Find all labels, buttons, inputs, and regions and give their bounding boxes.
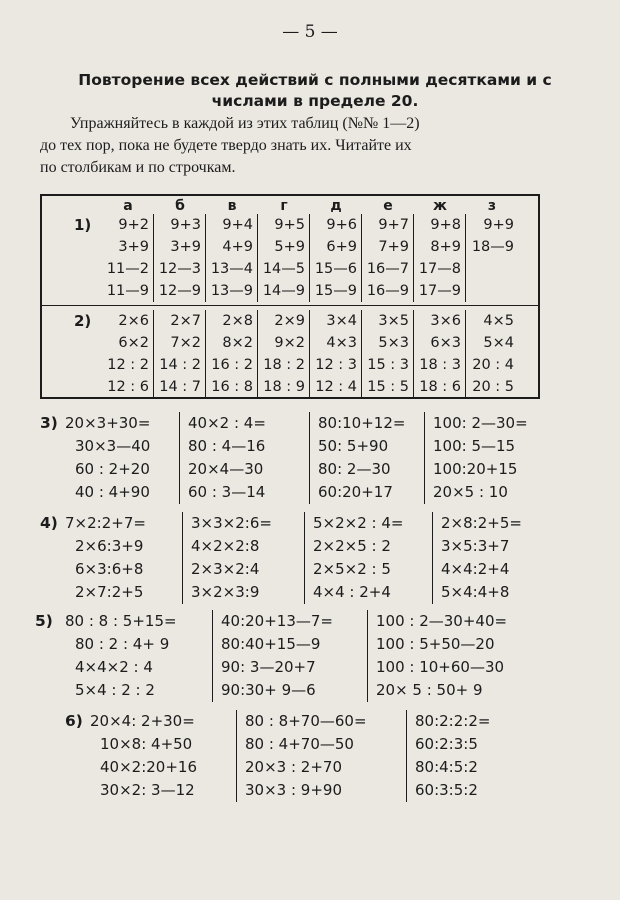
table-cell: 8×2 xyxy=(206,332,258,354)
exercise-line: 2×2×5 : 2 xyxy=(313,537,391,555)
exercise-line: 20×3 : 2+70 xyxy=(245,758,342,776)
column-header-1: а xyxy=(123,198,133,214)
page-number: — 5 — xyxy=(282,22,338,42)
ex1-label: 1) xyxy=(74,216,92,234)
table-cell: 12 : 6 xyxy=(102,376,154,398)
exercise-line: 2×8:2+5= xyxy=(441,514,522,532)
exercise-line: 100: 2—30= xyxy=(433,414,528,432)
table-cell: 4+9 xyxy=(206,236,258,258)
table-cell: 7+9 xyxy=(362,236,414,258)
column-header-6: е xyxy=(383,198,393,214)
ex4-column-1 xyxy=(65,512,183,604)
exercise-line: 60:2:3:5 xyxy=(415,735,478,753)
exercise-line: 5×4 : 2 : 2 xyxy=(75,681,155,699)
column-header-7: ж xyxy=(433,198,447,214)
ex4-label: 4) xyxy=(40,514,58,532)
table-cell: 16—9 xyxy=(362,280,414,302)
exercise-line: 40:20+13—7= xyxy=(221,612,333,630)
table-cell: 14 : 7 xyxy=(154,376,206,398)
table-cell: 13—4 xyxy=(206,258,258,280)
exercise-line: 80:2:2:2= xyxy=(415,712,491,730)
exercise-line: 20×5 : 10 xyxy=(433,483,508,501)
table-cell: 15 : 3 xyxy=(362,354,414,376)
exercise-line: 40×2 : 4= xyxy=(188,414,266,432)
table-cell: 18—9 xyxy=(471,239,514,255)
ex5-column-2 xyxy=(213,610,368,702)
table-cell: 20 : 5 xyxy=(472,379,514,395)
table-cell: 9+4 xyxy=(206,214,258,236)
exercise-line: 20×3+30= xyxy=(65,414,151,432)
table-cell: 14—9 xyxy=(258,280,310,302)
exercise-line: 60 : 2+20 xyxy=(75,460,150,478)
table-cell: 12—9 xyxy=(154,280,206,302)
exercise-line: 2×7:2+5 xyxy=(75,583,144,601)
table-cell: 2×7 xyxy=(154,310,206,332)
exercise-line: 30×3—40 xyxy=(75,437,151,455)
table-divider xyxy=(42,305,538,306)
table-cell: 15 : 5 xyxy=(362,376,414,398)
column-header-3: в xyxy=(227,198,237,214)
table-cell: 3+9 xyxy=(154,236,206,258)
ex2-label: 2) xyxy=(74,312,92,330)
exercise-line: 50: 5+90 xyxy=(318,437,389,455)
table-cell: 12 : 4 xyxy=(310,376,362,398)
instructions-line-1: Упражняйтесь в каждой из этих таблиц (№№ 1—2) xyxy=(70,115,420,132)
exercise-line: 80 : 4+70—50 xyxy=(245,735,354,753)
ex3-column-4 xyxy=(425,412,565,504)
column-header-2: б xyxy=(175,198,185,214)
table-cell: 9+2 xyxy=(102,214,154,236)
exercise-line: 80:10+12= xyxy=(318,414,406,432)
table-cell xyxy=(466,258,518,280)
exercise-line: 100: 5—15 xyxy=(433,437,516,455)
exercise-line: 5×4:4+8 xyxy=(441,583,510,601)
table-cell: 6+9 xyxy=(310,236,362,258)
heading-line-2: числами в пределе 20. xyxy=(211,92,419,110)
table-cell: 3+9 xyxy=(102,236,154,258)
exercise-line: 80: 2—30 xyxy=(318,460,391,478)
table-cell: 16—7 xyxy=(362,258,414,280)
exercise-line: 10×8: 4+50 xyxy=(100,735,193,753)
table-cell: 3×5 xyxy=(362,310,414,332)
exercise-line: 90:30+ 9—6 xyxy=(221,681,316,699)
table-cell: 16 : 2 xyxy=(206,354,258,376)
exercise-line: 60 : 3—14 xyxy=(188,483,266,501)
exercise-line: 40×2:20+16 xyxy=(100,758,197,776)
ex5-column-3 xyxy=(368,610,548,702)
page-heading xyxy=(40,70,590,112)
table-cell: 7×2 xyxy=(154,332,206,354)
exercise-line: 20×4: 2+30= xyxy=(90,712,195,730)
table-cell: 8+9 xyxy=(414,236,466,258)
exercise-line: 7×2:2+7= xyxy=(65,514,146,532)
table-cell: 2×9 xyxy=(258,310,310,332)
exercise-line: 100 : 10+60—30 xyxy=(376,658,505,676)
multiplication-table xyxy=(40,194,540,399)
exercise-line: 80 : 2 : 4+ 9 xyxy=(75,635,170,653)
ex5-column-1 xyxy=(65,610,213,702)
exercise-line: 2×6:3+9 xyxy=(75,537,144,555)
exercise-line: 80 : 4—16 xyxy=(188,437,266,455)
table-cell: 15—9 xyxy=(310,280,362,302)
table-cell xyxy=(466,280,518,302)
exercise-line: 4×2×2:8 xyxy=(191,537,260,555)
table-cell: 18 : 3 xyxy=(414,354,466,376)
exercise-line: 5×2×2 : 4= xyxy=(313,514,404,532)
exercise-line: 3×3×2:6= xyxy=(191,514,272,532)
ex4-column-3 xyxy=(305,512,433,604)
exercise-line: 20×4—30 xyxy=(188,460,264,478)
table-cell: 17—9 xyxy=(414,280,466,302)
exercise-line: 2×3×2:4 xyxy=(191,560,260,578)
table-cell: 6×3 xyxy=(414,332,466,354)
table-cell: 3×6 xyxy=(414,310,466,332)
table-cell: 14—5 xyxy=(258,258,310,280)
exercise-line: 4×4:2+4 xyxy=(441,560,510,578)
table-cell: 4×5 xyxy=(483,313,514,329)
table-cell: 18 : 9 xyxy=(258,376,310,398)
table-cell: 15—6 xyxy=(310,258,362,280)
table-cell: 14 : 2 xyxy=(154,354,206,376)
table-cell: 18 : 2 xyxy=(258,354,310,376)
table-cell: 9+3 xyxy=(154,214,206,236)
instructions-line-3: по столбикам и по строчкам. xyxy=(40,159,236,176)
table-cell: 12 : 2 xyxy=(102,354,154,376)
ex6-column-3 xyxy=(407,710,527,802)
instructions xyxy=(40,113,600,179)
exercise-line: 80 : 8 : 5+15= xyxy=(65,612,177,630)
column-header-4: г xyxy=(280,198,288,214)
table-cell: 17—8 xyxy=(414,258,466,280)
table-cell: 12 : 3 xyxy=(310,354,362,376)
table-cell: 4×3 xyxy=(310,332,362,354)
ex6-column-1 xyxy=(90,710,237,802)
table-cell: 11—2 xyxy=(102,258,154,280)
ex3-column-3 xyxy=(310,412,425,504)
table-cell: 9+5 xyxy=(258,214,310,236)
exercise-line: 3×2×3:9 xyxy=(191,583,260,601)
exercise-line: 30×2: 3—12 xyxy=(100,781,195,799)
exercise-line: 4×4 : 2+4 xyxy=(313,583,391,601)
table-cell: 2×8 xyxy=(206,310,258,332)
ex4-column-2 xyxy=(183,512,305,604)
exercise-line: 20× 5 : 50+ 9 xyxy=(376,681,483,699)
table-cell: 16 : 8 xyxy=(206,376,258,398)
table-cell: 2×6 xyxy=(102,310,154,332)
exercise-line: 80:40+15—9 xyxy=(221,635,321,653)
table-cell: 9+9 xyxy=(483,217,514,233)
table-cell: 20 : 4 xyxy=(472,357,514,373)
exercise-line: 4×4×2 : 4 xyxy=(75,658,153,676)
table-cell: 5×4 xyxy=(483,335,514,351)
table-cell: 9+7 xyxy=(362,214,414,236)
ex3-column-1 xyxy=(65,412,180,504)
exercise-line: 100 : 5+50—20 xyxy=(376,635,495,653)
exercise-line: 3×5:3+7 xyxy=(441,537,510,555)
exercise-line: 2×5×2 : 5 xyxy=(313,560,391,578)
ex6-column-2 xyxy=(237,710,407,802)
ex5-label: 5) xyxy=(35,612,53,630)
table-cell: 9×2 xyxy=(258,332,310,354)
exercise-line: 80:4:5:2 xyxy=(415,758,478,776)
exercise-line: 6×3:6+8 xyxy=(75,560,144,578)
exercise-line: 100 : 2—30+40= xyxy=(376,612,508,630)
exercise-line: 80 : 8+70—60= xyxy=(245,712,367,730)
column-header-8: з xyxy=(487,198,497,214)
table-cell: 3×4 xyxy=(310,310,362,332)
table-cell: 9+8 xyxy=(414,214,466,236)
table-cell: 11—9 xyxy=(102,280,154,302)
column-header-5: д xyxy=(330,198,342,214)
instructions-line-2: до тех пор, пока не будете твердо знать их. Читайте их xyxy=(40,137,412,154)
exercise-line: 60:20+17 xyxy=(318,483,393,501)
table-cell: 18 : 6 xyxy=(414,376,466,398)
table-cell: 6×2 xyxy=(102,332,154,354)
table-cell: 9+6 xyxy=(310,214,362,236)
exercise-line: 60:3:5:2 xyxy=(415,781,478,799)
ex4-column-4 xyxy=(433,512,573,604)
exercise-line: 40 : 4+90 xyxy=(75,483,150,501)
exercise-line: 30×3 : 9+90 xyxy=(245,781,342,799)
table-cell: 13—9 xyxy=(206,280,258,302)
table-cell: 5×3 xyxy=(362,332,414,354)
heading-line-1: Повторение всех действий с полными десятками и с xyxy=(78,71,552,89)
ex3-label: 3) xyxy=(40,414,58,432)
exercise-line: 90: 3—20+7 xyxy=(221,658,316,676)
ex6-label: 6) xyxy=(65,712,83,730)
table-cell: 5+9 xyxy=(258,236,310,258)
exercise-line: 100:20+15 xyxy=(433,460,518,478)
ex3-column-2 xyxy=(180,412,310,504)
table-cell: 12—3 xyxy=(154,258,206,280)
